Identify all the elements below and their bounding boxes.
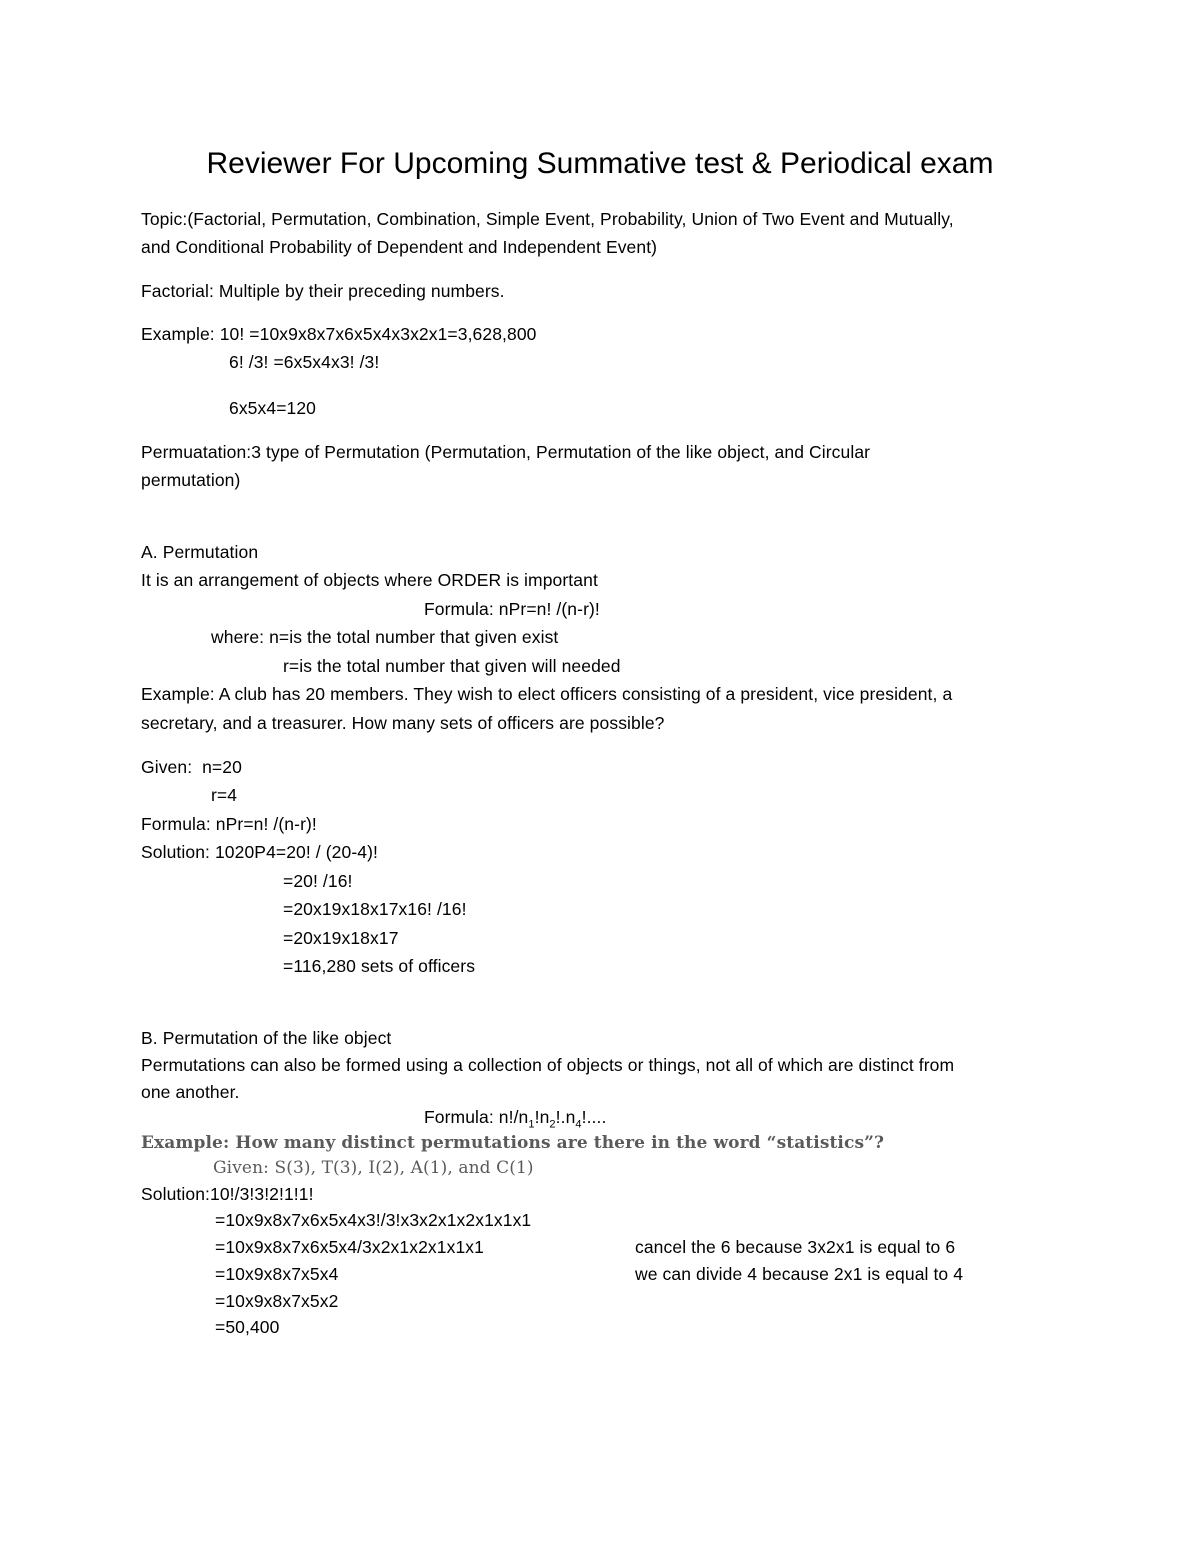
section-b-step-1: =10x9x8x7x6x5x4x3!/3!x3x2x1x2x1x1x1	[215, 1210, 532, 1230]
section-b-example: Example: How many distinct permutations are there in the word “statistics”?	[141, 1133, 885, 1153]
section-a-example-line-2: secretary, and a treasurer. How many sets of officers are possible?	[141, 713, 665, 733]
section-b-given: Given: S(3), T(3), I(2), A(1), and C(1)	[213, 1158, 534, 1178]
factorial-definition: Factorial: Multiple by their preceding numbers.	[141, 281, 505, 301]
section-b-definition-line-1: Permutations can also be formed using a collection of objects or things, not all of which are distinct from	[141, 1055, 955, 1075]
section-b-step-5: =50,400	[215, 1317, 280, 1337]
section-a-given-n: Given: n=20	[141, 757, 242, 777]
section-a-formula-2: Formula: nPr=n! /(n-r)!	[141, 814, 317, 834]
section-b-definition-line-2: one another.	[141, 1082, 240, 1102]
factorial-example-1: Example: 10! =10x9x8x7x6x5x4x3x2x1=3,628,800	[141, 324, 537, 344]
section-a-step-4: =116,280 sets of officers	[283, 956, 476, 976]
section-b-solution: Solution:10!/3!3!2!1!1!	[141, 1184, 314, 1204]
factorial-example-3: 6x5x4=120	[229, 398, 317, 418]
section-b-step-4: =10x9x8x7x5x2	[215, 1291, 339, 1311]
section-a-step-1: =20! /16!	[283, 871, 353, 891]
formula-end: !....	[581, 1107, 607, 1127]
section-b-step-2: =10x9x8x7x6x5x4/3x2x1x2x1x1x1	[215, 1237, 484, 1257]
section-b-heading: B. Permutation of the like object	[141, 1028, 392, 1048]
section-a-step-3: =20x19x18x17	[283, 928, 399, 948]
section-a-example-line-1: Example: A club has 20 members. They wish to elect officers consisting of a president, vice president, a	[141, 684, 953, 704]
section-a-formula: Formula: nPr=n! /(n-r)!	[424, 599, 600, 619]
section-a-heading: A. Permutation	[141, 542, 259, 562]
factorial-example-2: 6! /3! =6x5x4x3! /3!	[229, 352, 380, 372]
section-a-step-2: =20x19x18x17x16! /16!	[283, 899, 467, 919]
section-a-where-r: r=is the total number that given will needed	[283, 656, 621, 676]
topic-line-2: and Conditional Probability of Dependent and Independent Event)	[141, 237, 658, 257]
formula-mid-2: !.n	[555, 1107, 576, 1127]
section-b-formula	[424, 1106, 607, 1131]
section-a-where-n: where: n=is the total number that given exist	[211, 627, 559, 647]
permutation-intro-line-2: permutation)	[141, 470, 241, 490]
page-title: Reviewer For Upcoming Summative test & Periodical exam	[206, 147, 994, 180]
section-a-solution: Solution: 1020P4=20! / (20-4)!	[141, 842, 378, 862]
formula-prefix: Formula: n!/n	[424, 1107, 529, 1127]
section-a-given-r: r=4	[211, 785, 238, 805]
section-b-note-2: cancel the 6 because 3x2x1 is equal to 6	[635, 1237, 956, 1257]
permutation-intro-line-1: Permuatation:3 type of Permutation (Permutation, Permutation of the like object, and Circular	[141, 442, 871, 462]
formula-subscript-2: 2	[549, 1118, 556, 1131]
section-a-definition: It is an arrangement of objects where ORDER is important	[141, 570, 598, 590]
topic-line-1: Topic:(Factorial, Permutation, Combination, Simple Event, Probability, Union of Two Event and Mutually,	[141, 209, 954, 229]
formula-mid-1: !n	[534, 1107, 550, 1127]
formula-subscript-3: 4	[575, 1118, 582, 1131]
section-b-note-3: we can divide 4 because 2x1 is equal to 4	[635, 1264, 964, 1284]
formula-subscript-1: 1	[528, 1118, 535, 1131]
section-b-step-3: =10x9x8x7x5x4	[215, 1264, 339, 1284]
